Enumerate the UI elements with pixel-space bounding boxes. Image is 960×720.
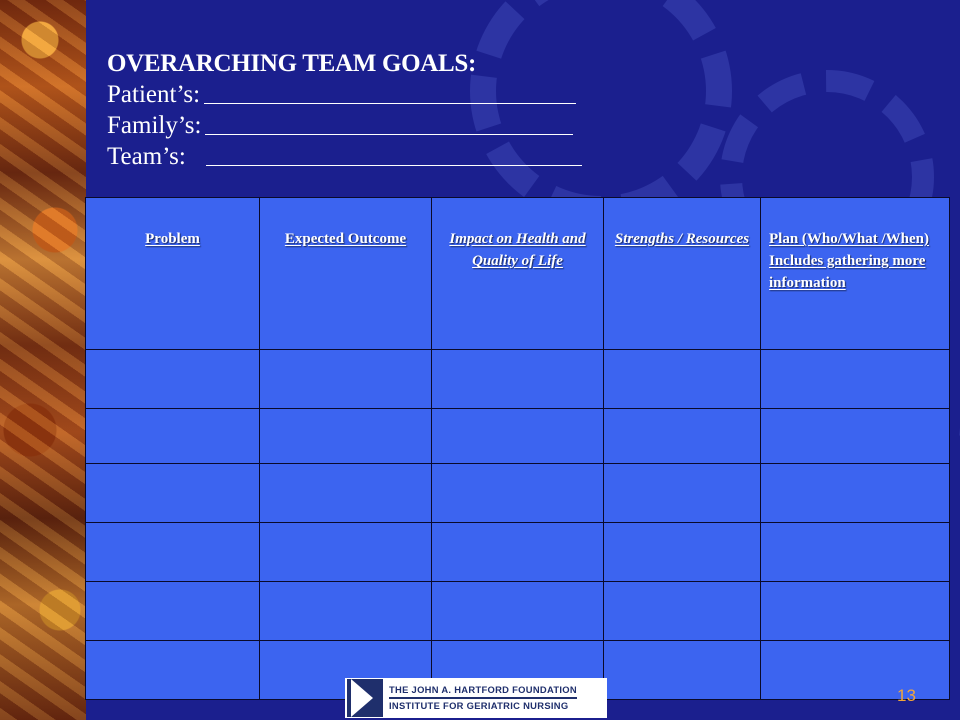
table-cell[interactable] [604, 409, 761, 464]
table-cell[interactable] [761, 582, 950, 641]
team-goal-blank[interactable] [206, 164, 582, 166]
table-cell[interactable] [260, 523, 432, 582]
patient-goal-line [107, 79, 582, 110]
table-cell[interactable] [260, 350, 432, 409]
care-plan-table [85, 197, 950, 700]
header-problem: Problem [86, 198, 260, 350]
hartford-foundation-logo [345, 678, 607, 718]
goals-title: OVERARCHING TEAM GOALS: [107, 50, 477, 77]
table-cell[interactable] [761, 409, 950, 464]
patient-goal-label: Patient’s: [107, 81, 201, 108]
table-cell[interactable] [761, 464, 950, 523]
table-cell[interactable] [86, 582, 260, 641]
table-cell[interactable] [260, 464, 432, 523]
table-cell[interactable] [604, 523, 761, 582]
table-row [86, 350, 950, 409]
table-cell[interactable] [86, 350, 260, 409]
table-cell[interactable] [604, 641, 761, 700]
table-cell[interactable] [761, 350, 950, 409]
table-cell[interactable] [432, 350, 604, 409]
team-goals-section [107, 48, 582, 172]
logo-line-2: INSTITUTE FOR GERIATRIC NURSING [389, 700, 569, 711]
header-expected-outcome: Expected Outcome [260, 198, 432, 350]
table-cell[interactable] [86, 523, 260, 582]
logo-mark-icon [347, 679, 383, 717]
header-plan: Plan (Who/What /When) Includes gathering more information [761, 198, 950, 350]
family-goal-label: Family’s: [107, 112, 202, 139]
team-goal-line [107, 141, 582, 172]
table-row [86, 582, 950, 641]
table-cell[interactable] [432, 582, 604, 641]
table-row [86, 409, 950, 464]
table-cell[interactable] [604, 464, 761, 523]
table-row [86, 523, 950, 582]
decorative-collage-strip [0, 0, 86, 720]
header-strengths: Strengths / Resources [604, 198, 761, 350]
table-cell[interactable] [260, 409, 432, 464]
logo-divider [389, 697, 577, 699]
table-cell[interactable] [432, 464, 604, 523]
patient-goal-blank[interactable] [204, 102, 576, 104]
page-number: 13 [897, 686, 916, 705]
table-cell[interactable] [761, 523, 950, 582]
table-cell[interactable] [432, 409, 604, 464]
header-impact: Impact on Health and Quality of Life [432, 198, 604, 350]
table-cell[interactable] [86, 464, 260, 523]
table-cell[interactable] [86, 409, 260, 464]
table-cell[interactable] [604, 350, 761, 409]
table-cell[interactable] [761, 641, 950, 700]
table-row [86, 464, 950, 523]
logo-text [389, 684, 577, 712]
table-cell[interactable] [604, 582, 761, 641]
family-goal-line [107, 110, 582, 141]
logo-line-1: THE JOHN A. HARTFORD FOUNDATION [389, 684, 577, 695]
team-goal-label: Team’s: [107, 143, 186, 170]
table-header-row [86, 198, 950, 350]
table-cell[interactable] [86, 641, 260, 700]
table-cell[interactable] [260, 582, 432, 641]
family-goal-blank[interactable] [205, 133, 573, 135]
table-cell[interactable] [432, 523, 604, 582]
